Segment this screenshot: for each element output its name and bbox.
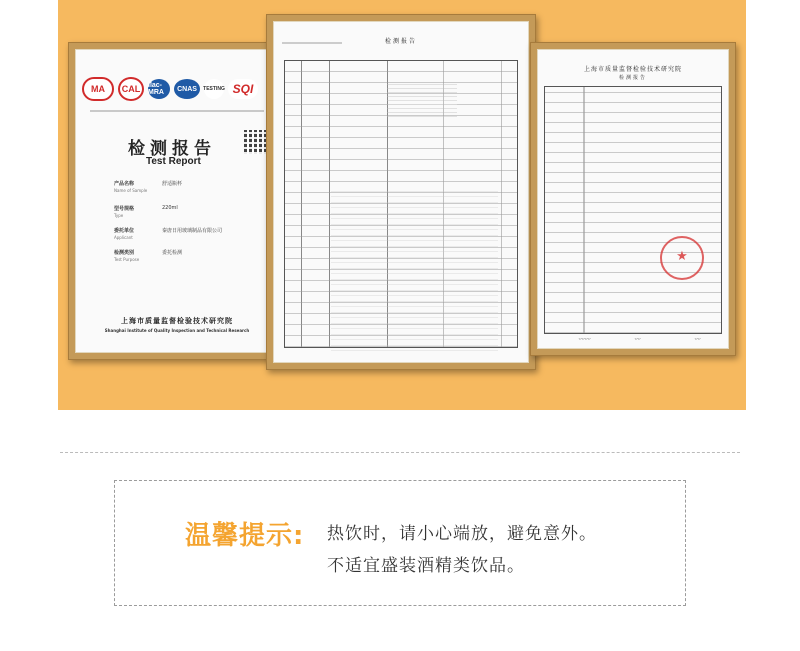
report-conclusion-title: 检测报告 bbox=[618, 75, 647, 81]
signature-icon: 〰 bbox=[694, 336, 701, 343]
field-test-purpose: 检测类别 委托检测 Test Purpose bbox=[114, 250, 183, 262]
test-results-table bbox=[284, 60, 518, 348]
field-type: 型号规格 220ml Type bbox=[114, 205, 178, 218]
field-sample-name: 产品名称 舒适瓶杯 Name of Sample bbox=[114, 181, 183, 193]
test-results-paper bbox=[273, 21, 529, 363]
test-results-title: 检测报告 bbox=[384, 38, 417, 45]
testing-logo: TESTING bbox=[204, 79, 224, 99]
cnas-logo: CNAS bbox=[174, 79, 200, 99]
report-info-table bbox=[544, 86, 722, 334]
certificate-subtitle: Test Report bbox=[146, 156, 201, 167]
accreditation-logos bbox=[82, 74, 272, 104]
signature-icon: 〰 bbox=[634, 336, 641, 343]
report-conclusion-paper bbox=[537, 49, 729, 349]
certificate-cover-frame bbox=[68, 42, 286, 360]
certificate-title: 检测报告 bbox=[128, 139, 216, 159]
report-conclusion-frame bbox=[530, 42, 736, 356]
qr-code-icon bbox=[244, 130, 268, 154]
cma-logo: MA bbox=[82, 77, 114, 101]
section-divider bbox=[60, 452, 740, 453]
report-institute-name: 上海市质量监督检验技术研究院 bbox=[583, 66, 682, 73]
field-applicant: 委托单位 秦唐日用玻璃制品有限公司 Applicant bbox=[114, 228, 223, 240]
institute-name-en: Shanghai Institute of Quality Inspection and Technical Research bbox=[104, 328, 250, 333]
notice-box bbox=[114, 480, 686, 606]
notice-line-1: 热饮时，请小心端放，避免意外。 bbox=[327, 524, 597, 544]
notice-line-2: 不适宜盛装酒精类饮品。 bbox=[327, 556, 525, 576]
test-results-frame bbox=[266, 14, 536, 370]
cal-logo: CAL bbox=[118, 77, 144, 101]
notice-label: 温馨提示: bbox=[185, 521, 305, 551]
institute-name-cn: 上海市质量监督检验技术研究院 bbox=[121, 317, 233, 325]
sqi-logo: SQI bbox=[228, 79, 258, 99]
fine-print-line bbox=[90, 110, 264, 112]
official-stamp-icon bbox=[660, 236, 704, 280]
ilac-mra-logo: ilac-MRA bbox=[148, 79, 170, 99]
certificate-cover-paper bbox=[75, 49, 279, 353]
signature-icon: 〰〰 bbox=[578, 336, 591, 343]
